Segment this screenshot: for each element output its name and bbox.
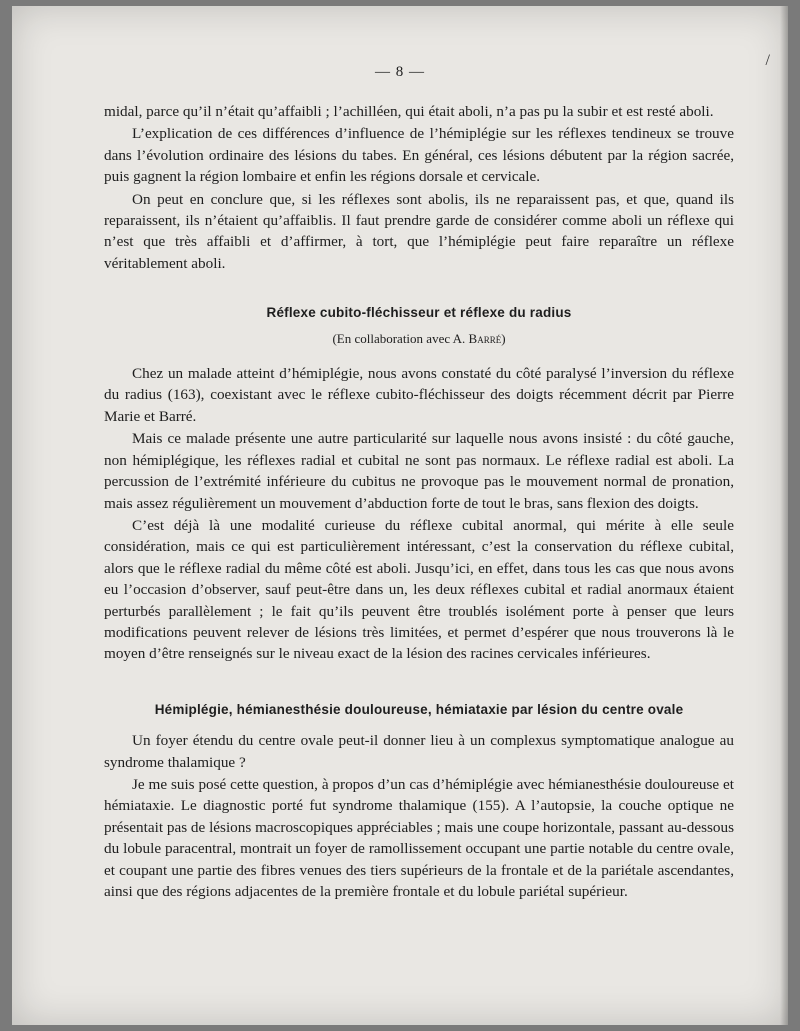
collaboration-suffix: ) xyxy=(501,330,506,346)
paragraph: Un foyer étendu du centre ovale peut-il donner lieu à un complexus symptomatique analogue au syndrome thalamique ? xyxy=(104,732,734,771)
page-content xyxy=(104,101,734,902)
page-edge-shadow xyxy=(780,6,788,1025)
section-title-reflexe-cubito: Réflexe cubito-fléchisseur et réflexe du radius xyxy=(266,305,572,321)
paragraph: Chez un malade atteint d’hémiplégie, nous avons constaté du côté paralysé l’inversion du réflexe du radius (163), coexistant avec le réflexe cubito-fléchisseur des doigts récemment décrit par Pierre Marie et Barré. xyxy=(104,365,734,425)
paragraph-continuation: midal, parce qu’il n’était qu’affaibli ; l’achilléen, qui était aboli, n’a pas pu la subir et est resté aboli. xyxy=(104,103,714,120)
paragraph: Mais ce malade présente une autre particularité sur laquelle nous avons insisté : du côté gauche, non hémiplégique, les réflexes radial et cubital ne sont pas normaux. Le réflexe radial est aboli. La percussion de l’extrémité inférieure du cubitus ne provoque pas le mouvement normal de pronation, mais assez régulièrement un mouvement d’abduction forte de tout le bras, sans flexion des doigts. xyxy=(104,430,734,512)
page-number: — 8 — xyxy=(375,64,425,80)
section-collaboration-note xyxy=(104,328,734,349)
paragraph: On peut en conclure que, si les réflexes sont abolis, ils ne reparaissent pas, et que, quand ils reparaissent, ils n’étaient qu’affaiblis. Il faut prendre garde de considérer comme aboli un réflexe qui n’est que très affaibli et d’affirmer, à tort, que l’hémiplégie peut faire reparaître un réflexe véritablement aboli. xyxy=(104,190,734,272)
section-title-hemiplegie: Hémiplégie, hémianesthésie douloureuse, hémiataxie par lésion du centre ovale xyxy=(154,701,684,717)
margin-mark: / xyxy=(765,52,770,69)
paragraph: L’explication de ces différences d’influence de l’hémiplégie sur les réflexes tendineux se trouve dans l’évolution ordinaire des lésions du tabes. En général, ces lésions débutent par la région sacrée, puis gagnent la région lombaire et enfin les régions dorsale et cervicale. xyxy=(104,125,734,186)
collaborator-name: Barré xyxy=(468,330,502,346)
document-page xyxy=(12,6,788,1025)
paragraph: Je me suis posé cette question, à propos d’un cas d’hémiplégie avec hémianesthésie douloureuse et hémiataxie. Le diagnostic porté fut syndrome thalamique (155). A l’autopsie, la couche optique ne présentait pas de lésions macroscopiques appréciables ; mais une coupe horizontale, passant au-dessous du lobule paracentral, montrait un foyer de ramollissement occupant une partie notable du centre ovale, et coupant une partie des fibres venues des tiers supérieurs de la frontale et de la pariétale ascendantes, ainsi que des régions adjacentes de la première frontale et du lobule pariétal supérieur. xyxy=(104,775,734,900)
collaboration-prefix: (En collaboration avec A. xyxy=(332,330,469,346)
paragraph: C’est déjà là une modalité curieuse du réflexe cubital anormal, qui mérite à elle seule considération, mais ce qui est particulièrement intéressant, c’est la conservation du réflexe cubital, alors que le réflexe radial du même côté est aboli. Jusqu’ici, en effet, dans tous les cas que nous avons eu l’occasion d’observer, sauf peut-être dans un, les deux réflexes cubital et radial anormaux étaient perturbés parallèlement ; le fait qu’ils peuvent être troublés isolément porte à penser que leurs modifications peuvent relever de lésions très limitées, et permet d’espérer que nous trouverons là le moyen d’être renseignés sur le niveau exact de la lésion des racines cervicales inférieures. xyxy=(104,516,734,663)
